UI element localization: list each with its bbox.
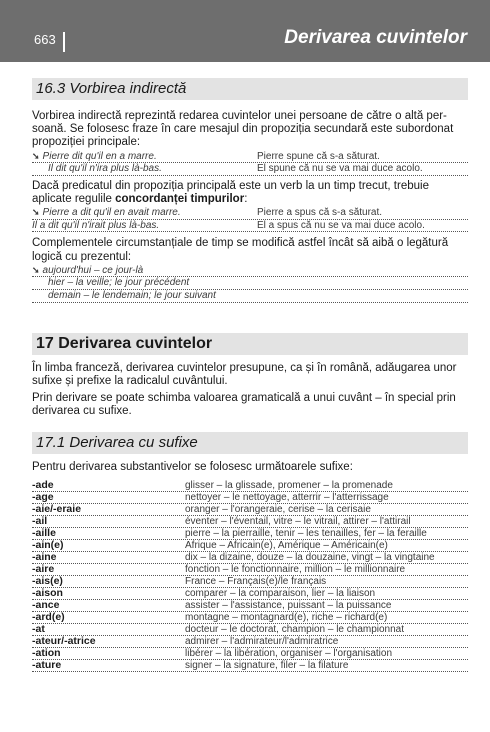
suffix-examples: signer – la signature, filer – la filature [185,660,349,672]
suffix-label: -aison [32,587,63,600]
suffix-examples: admirer – l'admirateur/l'admiratrice [185,636,339,648]
paragraph-derivation-value [32,392,468,418]
suffix-examples: dix – la dizaine, douze – la douzaine, vingt – la vingtaine [185,551,435,563]
paragraph-line: Vorbirea indirectă reprezintă redarea cuvintelor unei persoane de către o altă per- [32,110,447,122]
suffix-row [32,492,468,504]
example-romanian: Pierre spune că s-a săturat. [257,150,380,162]
suffix-label: -age [32,490,54,503]
suffix-label: -aie/-eraie [32,502,82,515]
suffix-label: -ais(e) [32,574,63,587]
suffix-row [32,528,468,540]
page-number: 663 [34,32,56,47]
suffix-examples: éventer – l'éventail, vitre – le vitrail, attirer – l'attirail [185,515,411,527]
page-content [32,78,468,672]
suffix-table [32,480,468,673]
section-heading-17-1: 17.1 Derivarea cu sufixe [32,432,468,454]
suffix-row [32,504,468,516]
example-table-1 [32,151,468,176]
paragraph-line: Dacă predicatul din propoziția principală este un verb la un timp trecut, trebuie [32,179,429,192]
suffix-examples: glisser – la glissade, promener – la promenade [185,479,393,491]
example-row [32,220,468,233]
suffix-examples: montagne – montagnard(e), riche – richard(e) [185,612,388,624]
paragraph-line: derivarea cu sufixe. [32,405,132,418]
suffix-label: -ature [32,659,62,672]
suffix-row [32,660,468,672]
suffix-label: -ain(e) [32,538,64,551]
suffix-examples: France – Français(e)/le français [185,575,327,587]
suffix-examples: nettoyer – le nettoyage, atterrir – l'atterrissage [185,491,389,503]
suffix-row [32,516,468,528]
suffix-row [32,480,468,492]
suffix-examples: docteur – le doctorat, champion – le championnat [185,624,405,636]
section-heading-17: 17 Derivarea cuvintelor [32,333,468,355]
suffix-examples: Afrique – Africain(e), Amérique – Américain(e) [185,539,388,551]
suffix-examples: oranger – l'orangeraie, cerise – la cerisaie [185,503,371,515]
paragraph-line: În limba franceză, derivarea cuvintelor presupune, ca și în română, adăugarea unor [32,361,457,374]
emphasis-term: concordanței timpurilor [115,193,245,205]
suffix-label: -at [32,623,45,636]
section-heading-16-3: 16.3 Vorbirea indirectă [32,78,468,100]
example-row [32,151,468,164]
paragraph-line: propoziției principale: [32,136,141,149]
suffix-row [32,636,468,648]
paragraph-line: soană. Se folosesc fraze în care mesajul din propoziția secundară este subordonat [32,123,454,136]
paragraph-derivation-intro [32,362,468,388]
suffix-row [32,624,468,636]
suffix-examples: comparer – la comparaison, lier – la liaison [185,588,376,600]
example-row: ➘ aujourd'hui – ce jour-là [32,265,468,278]
suffix-row [32,600,468,612]
paragraph-indirect-speech [32,110,468,150]
example-row: hier – la veille; le jour précédent [32,277,468,290]
example-french: Il a dit qu'il n'irait plus là-bas. [32,219,160,231]
example-romanian: El a spus că nu se va mai duce acolo. [257,219,425,231]
paragraph-line: Prin derivare se poate schimba valoarea gramaticală a unui cuvânt – în special prin [32,391,456,404]
paragraph-line: aplicate regulile concordanței timpurilor: [32,193,248,205]
arrow-icon: ➘ [32,207,40,218]
paragraph-line: sufixe și prefixe la radicalul cuvântului. [32,374,228,387]
example-row [32,207,468,220]
paragraph-time-complements [32,237,468,263]
example-row [32,163,468,176]
example-table-2 [32,207,468,232]
suffix-row [32,576,468,588]
paragraph-tense-concordance [32,180,468,206]
suffix-examples: fonction – le fonctionnaire, million – le millionnaire [185,563,406,575]
example-french: Pierre a dit qu'il en avait marre. [42,207,181,219]
paragraph-line: logică cu prezentul: [32,250,132,263]
example-romanian: El spune că nu se va mai duce acolo. [257,163,423,175]
example-french: Pierre dit qu'il en a marre. [42,150,157,162]
arrow-icon: ➘ [32,150,40,161]
example-french: Il dit qu'il n'ira plus là-bas. [48,163,162,175]
suffix-row [32,564,468,576]
suffix-label: -ade [32,478,54,491]
suffix-intro: Pentru derivarea substantivelor se folosesc următoarele sufixe: [32,461,353,474]
suffix-label: -aine [32,550,57,563]
suffix-examples: libérer – la libération, organiser – l'organisation [185,648,393,660]
example-row: demain – le lendemain; le jour suivant [32,290,468,303]
suffix-label: -ail [32,514,48,527]
paragraph-line: Complementele circumstanțiale de timp se modifică astfel încât să aibă o legătură [32,237,449,250]
example-romanian: Pierre a spus că s-a săturat. [257,207,383,219]
suffix-row [32,612,468,624]
suffix-label: -ateur/-atrice [32,635,96,648]
suffix-row [32,588,468,600]
suffix-label: -aille [32,526,56,539]
suffix-label: -ance [32,599,60,612]
suffix-row [32,552,468,564]
header-divider [63,32,65,52]
suffix-row [32,648,468,660]
example-table-3 [32,265,468,303]
suffix-examples: pierre – la pierraille, tenir – les tenailles, fer – la feraille [185,527,427,539]
suffix-examples: assister – l'assistance, puissant – la puissance [185,600,392,612]
suffix-label: -ard(e) [32,611,65,624]
suffix-label: -ation [32,647,61,660]
arrow-icon: ➘ [32,264,40,275]
suffix-label: -aire [32,562,55,575]
suffix-row [32,540,468,552]
page-header [0,0,490,62]
running-title: Derivarea cuvintelor [284,27,467,48]
